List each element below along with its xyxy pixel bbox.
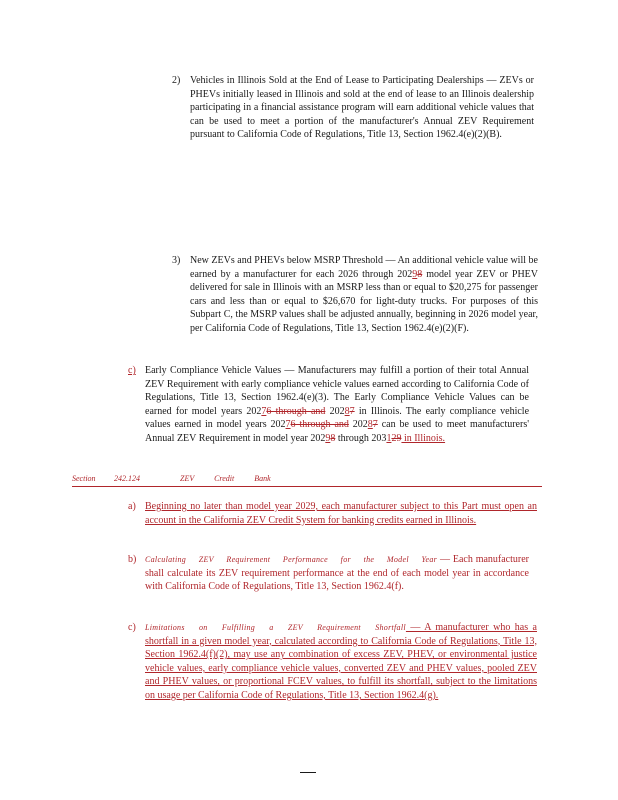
item-c-text-4: 202 <box>348 419 368 431</box>
item-2-number: 2) <box>172 75 181 86</box>
item-c-text-3: in Illinois. The early compliance vehicle values earned in model years 202 <box>145 405 530 431</box>
item-c-deletion-6: 29 <box>391 432 402 444</box>
item-c-deletion-1: 6 through and <box>266 405 326 417</box>
item-c-insertion-2: 8 <box>344 405 350 417</box>
section-a-paragraph: Beginning no later than model year 2029, each manufacturer subject to this Part must open an account in the California ZEV Credit System for banking credits earned in Illinois. <box>145 501 537 526</box>
section-a-number: a) <box>128 501 136 512</box>
item-c-text-2: 202 <box>325 405 345 417</box>
item-3-insertion-1: 9 <box>412 268 418 280</box>
item-c-text-5: can be used to meet manufacturers' Annual ZEV Requirement in model year 202 <box>145 419 530 444</box>
item-c-text-6: through 203 <box>335 432 387 444</box>
item-c-deletion-3: 6 through and <box>290 419 349 431</box>
item-3-number: 3) <box>172 255 181 266</box>
item-c-insertion-3: 7 <box>285 419 291 431</box>
item-3-text-1: New ZEVs and PHEVs below MSRP Threshold — An additional vehicle value will be earned by a manufacturer for each 2026 through 202 <box>190 255 538 280</box>
item-2-body: — ZEVs or PHEVs initially leased in Illinois and sold at the end of lease to an Illinois dealership participating in a financial assistance program will earn additional vehicle values that can be used to meet a portion of the manufacturer's Annual ZEV Requirement pursuant to California Code of Regulations, Title 13, Section 1962.4(e)(2)(B). <box>190 75 534 141</box>
item-c-insertion-1: 7 <box>261 405 267 417</box>
section-b-number: b) <box>128 554 137 565</box>
section-c-heading: Limitations on Fulfilling a ZEV Requirement Shortfall <box>145 623 406 632</box>
item-3-text-2: model year ZEV or PHEV delivered for sale in Illinois with an MSRP less than or equal to $20,275 for passenger cars and less than or equal to $26,670 for light-duty trucks. For purposes of this Subpart C, the MSRP values shall be adjusted annually, beginning in 2026 model year, per California Code of Regulations, Title 13, Section 1962.4(e)(2)(F). <box>190 268 539 334</box>
section-c-text: — A manufacturer who has a shortfall in a given model year, calculated according to California Code of Regulations, Title 13, Section 1962.4(f)(2), may use any combination of excess ZEV, PHEV, or environmental justice vehicle values, early compliance vehicle values, converted ZEV and PHEV values, pooled ZEV and PHEV values, or proportional FCEV values, to fulfill its shortfall, subject to the limitations on usage per California Code of Regulations, Title 13, Section 1962.4(g). <box>145 622 537 701</box>
section-heading <box>72 474 542 487</box>
item-c-deletion-5: 8 <box>330 432 336 444</box>
item-c-text-7: in Illinois. <box>401 432 446 444</box>
item-3-deletion-1: 8 <box>417 268 423 280</box>
item-c-paragraph <box>145 364 529 446</box>
section-c-number: c) <box>128 622 136 633</box>
item-c-number: c) <box>128 365 136 376</box>
item-2-title: Vehicles in Illinois Sold at the End of Lease to Participating Dealerships <box>190 75 484 86</box>
section-b-text: — Each manufacturer shall calculate its ZEV requirement performance at the end of each model year in accordance with California Code of Regulations, Title 13, Section 1962.4(f). <box>145 554 529 593</box>
section-title: ZEV Credit Bank <box>180 474 271 483</box>
item-c-insertion-6: 1 <box>386 432 392 444</box>
item-c-deletion-4: 7 <box>372 419 378 431</box>
section-number: 242.124 <box>114 474 140 483</box>
item-c-text-1: Early Compliance Vehicle Values — Manufacturers may fulfill a portion of their total Annual ZEV Requirement with early compliance vehicle values earned according to California Code of Regulations, Title 13, Section 1962.4(e)(3). The Early Compliance Vehicle Values can be earned for model years 202 <box>145 365 529 417</box>
item-c-insertion-5: 9 <box>325 432 331 444</box>
footer-rule <box>300 772 316 773</box>
section-c-paragraph <box>145 621 537 703</box>
item-c-deletion-2: 7 <box>349 405 355 417</box>
section-b-heading: Calculating ZEV Requirement Performance for the Model Year <box>145 555 438 564</box>
item-c-insertion-4: 8 <box>367 419 373 431</box>
item-3-paragraph <box>190 254 538 336</box>
section-label: Section <box>72 474 96 483</box>
item-2-paragraph <box>190 74 534 142</box>
section-b-paragraph <box>145 553 529 594</box>
